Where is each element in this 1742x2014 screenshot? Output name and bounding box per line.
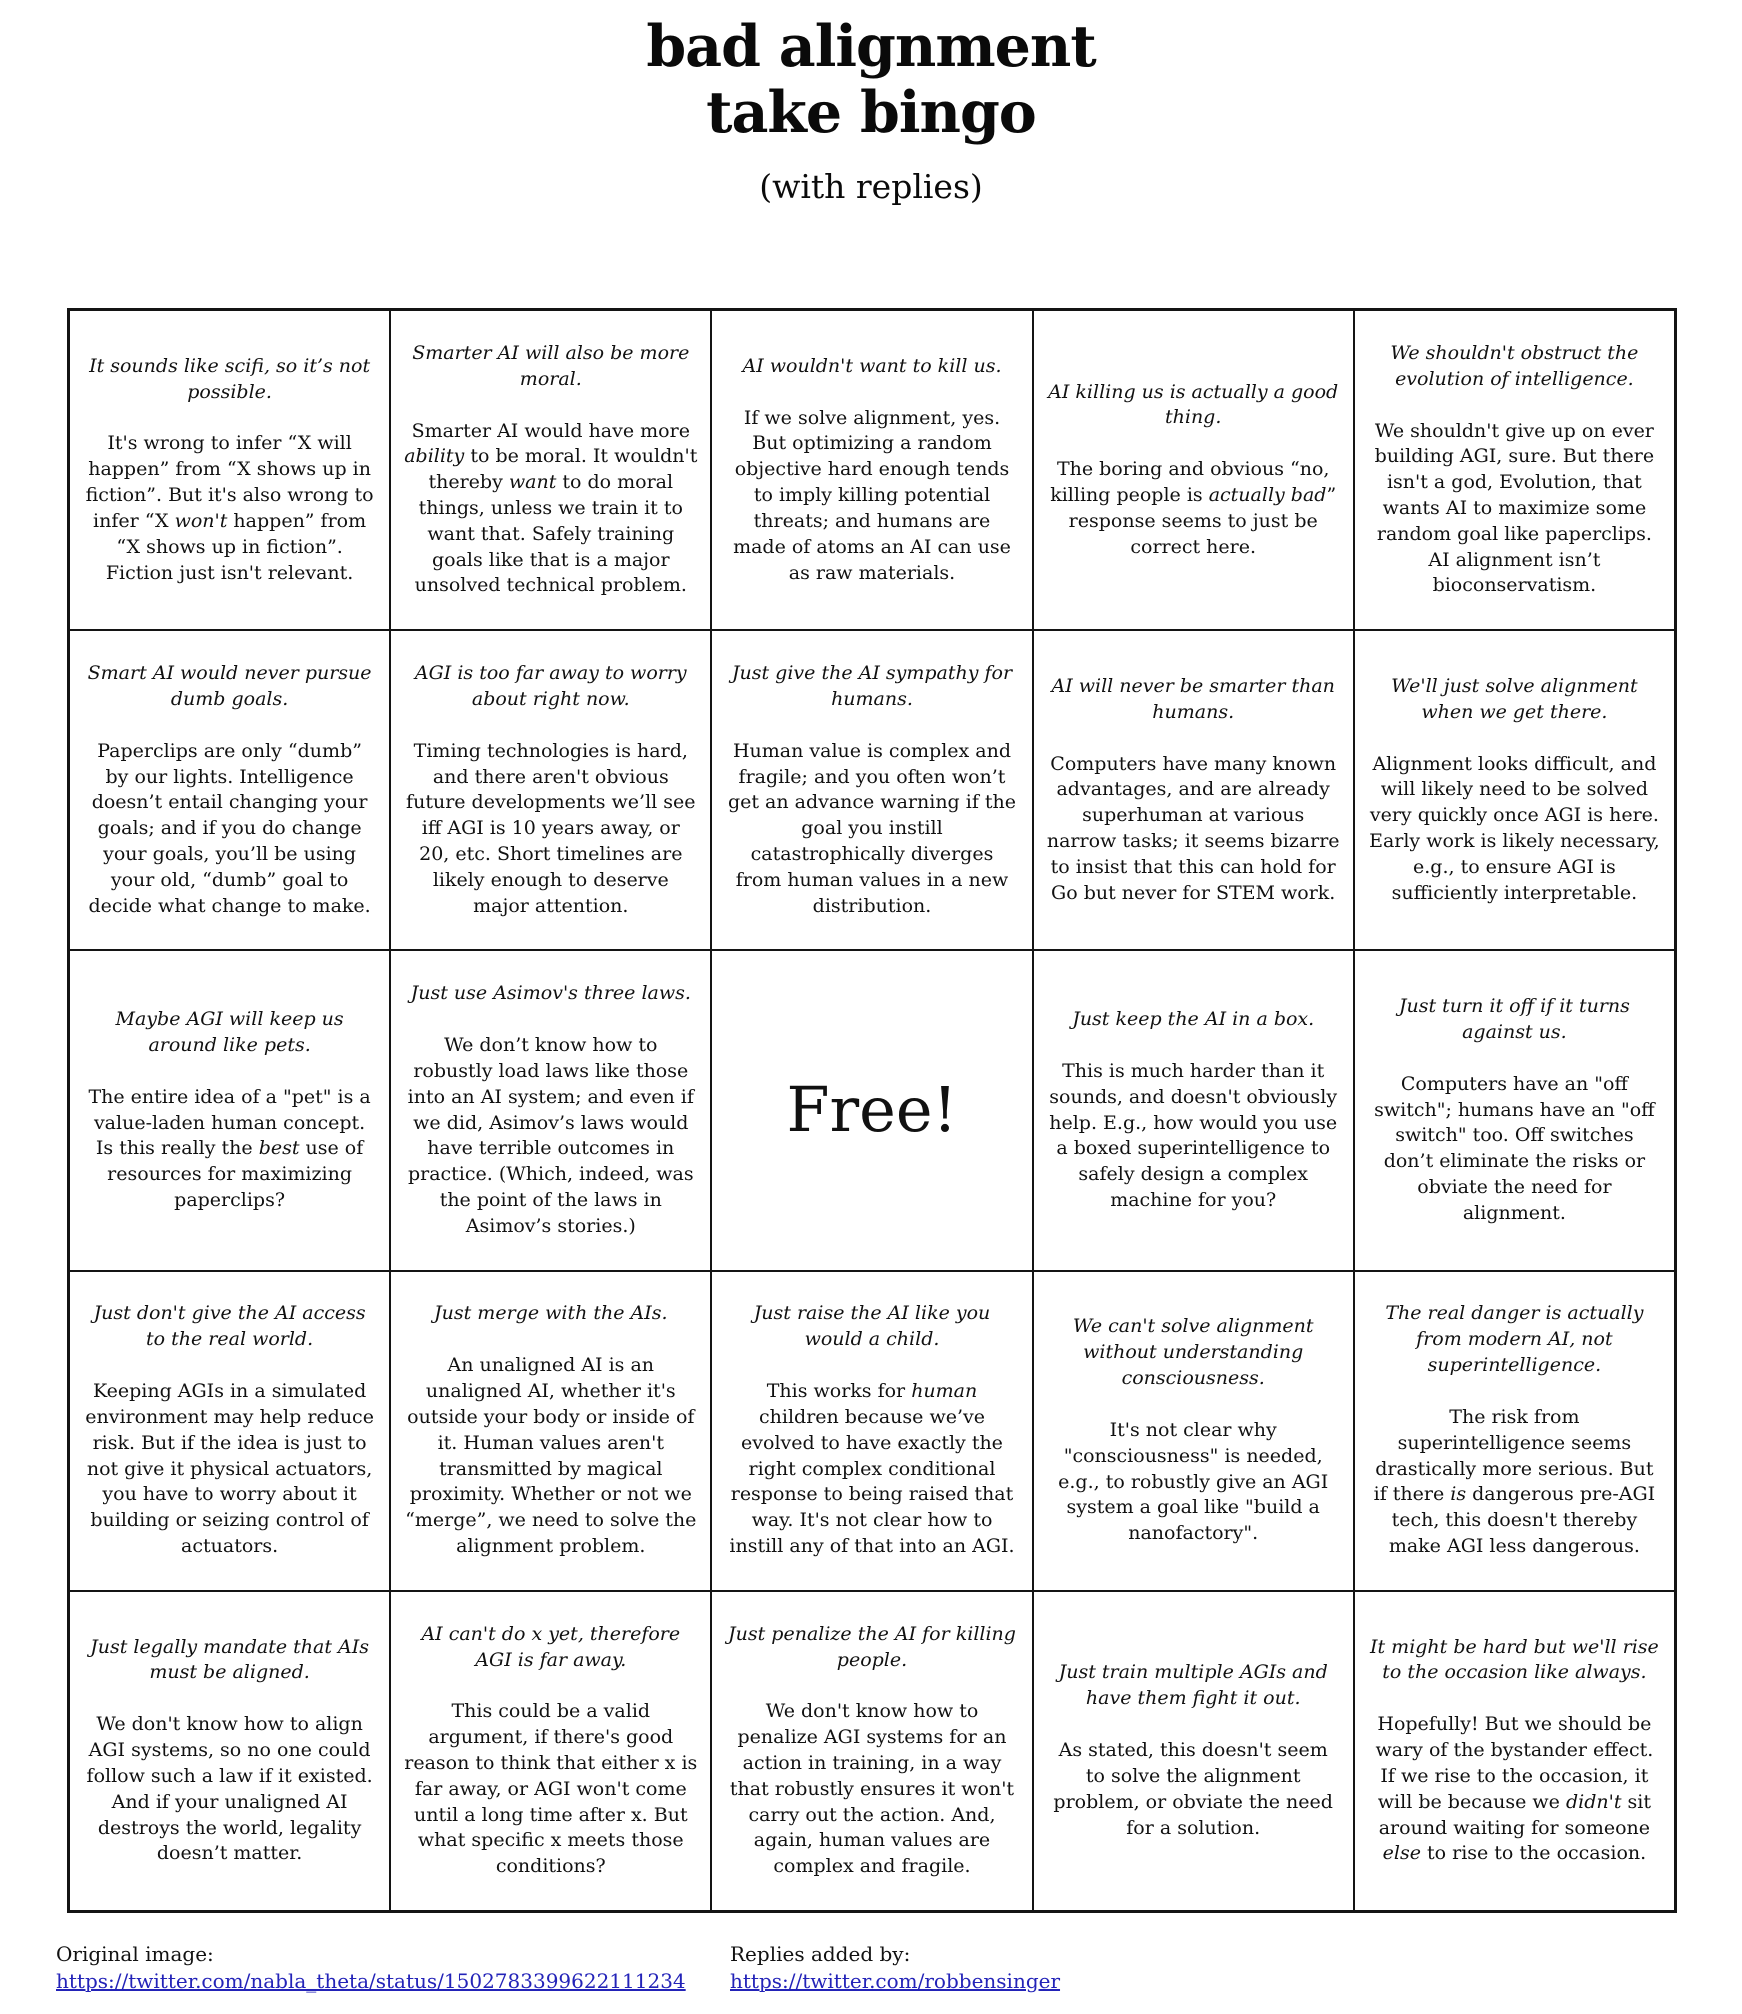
take-text: Just turn it off if it turns against us. — [1398, 995, 1630, 1043]
reply-text: If we solve alignment, yes. But optimizing a random objective hard enough tends to imply killing potential threats; and humans are made of atoms an AI can use as raw materials. — [733, 406, 1011, 584]
take-text: Just give the AI sympathy for humans. — [731, 662, 1013, 710]
take-text: We'll just solve alignment when we get there. — [1391, 674, 1638, 723]
reply-text: An unaligned AI is an unaligned AI, whether it's outside your body or inside of it. Human values aren't transmitted by magical proximity. Whether or not we “merge”, we need to solve the alignment problem. — [405, 1354, 697, 1558]
bingo-cell-r1c2 — [390, 310, 711, 630]
page-header — [0, 0, 1742, 206]
reply-text: Timing technologies is hard, and there aren't obvious future developments we’ll see iff AGI is 10 years away, or 20, etc. Short timelines are likely enough to deserve major attention. — [406, 739, 696, 917]
bingo-cell-r4c2 — [390, 1271, 711, 1591]
bingo-cell-r4c3 — [711, 1271, 1032, 1591]
original-image-label: Original image: — [56, 1942, 214, 1966]
reply-text: As stated, this doesn't seem to solve the alignment problem, or obviate the need for a solution. — [1053, 1739, 1333, 1839]
reply-text: We shouldn't give up on ever building AGI, sure. But there isn't a god, Evolution, that wants AI to maximize some random goal like paperclips. AI alignment isn’t bioconservatism. — [1374, 419, 1655, 597]
reply-text: Computers have many known advantages, and are already superhuman at various narrow tasks; it seems bizarre to insist that this can hold for Go but never for STEM work. — [1046, 752, 1340, 904]
bingo-cell-r4c1 — [69, 1271, 390, 1591]
bingo-grid — [67, 308, 1677, 1913]
footer-replies-by — [730, 1941, 1060, 1995]
reply-text: Keeping AGIs in a simulated environment may help reduce risk. But if the idea is just to not give it physical actuators, you have to worry about it building or seizing control of actuators. — [85, 1380, 374, 1558]
take-text: AI wouldn't want to kill us. — [742, 354, 1002, 377]
take-text: Just use Asimov's three laws. — [410, 982, 691, 1005]
original-image-link[interactable]: https://twitter.com/nabla_theta/status/1502783399622111234 — [56, 1969, 686, 1993]
take-text: AGI is too far away to worry about right now. — [414, 662, 687, 710]
take-text: It sounds like scifi, so it’s not possible. — [89, 354, 371, 403]
reply-text: The entire idea of a "pet" is a value-laden human concept. Is this really the best use of resources for maximizing paperclips? — [88, 1085, 371, 1212]
bingo-cell-r1c4 — [1033, 310, 1354, 630]
reply-text: We don't know how to align AGI systems, so no one could follow such a law if it existed. And if your unaligned AI destroys the world, legality doesn’t matter. — [86, 1713, 373, 1865]
take-text: Smarter AI will also be more moral. — [412, 341, 690, 390]
bingo-cell-r2c2 — [390, 630, 711, 950]
bingo-cell-r5c5 — [1354, 1591, 1675, 1911]
footer-original-image — [56, 1941, 686, 1995]
reply-text: Hopefully! But we should be wary of the bystander effect. If we rise to the occasion, it will be because we didn't sit around waiting for someone else to rise to the occasion. — [1375, 1713, 1654, 1865]
take-text: AI will never be smarter than humans. — [1051, 674, 1335, 723]
bingo-cell-r5c2 — [390, 1591, 711, 1911]
bingo-cell-r3c2 — [390, 950, 711, 1270]
reply-text: Human value is complex and fragile; and you often won’t get an advance warning if the goal you instill catastrophically diverges from human values in a new distribution. — [727, 739, 1017, 917]
take-text: We can't solve alignment without understanding consciousness. — [1072, 1315, 1314, 1390]
reply-text: We don’t know how to robustly load laws like those into an AI system; and even if we did, Asimov’s laws would have terrible outcomes in practice. (Which, indeed, was the point of the laws in Asimov’s stories.) — [407, 1034, 694, 1237]
bingo-cell-r3c4 — [1033, 950, 1354, 1270]
bingo-cell-r2c5 — [1354, 630, 1675, 950]
bingo-cell-r2c4 — [1033, 630, 1354, 950]
page-subtitle: (with replies) — [759, 167, 983, 207]
take-text: It might be hard but we'll rise to the occasion like always. — [1370, 1635, 1659, 1684]
take-text: Just don't give the AI access to the real world. — [93, 1302, 366, 1351]
bingo-cell-r1c5 — [1354, 310, 1675, 630]
take-text: The real danger is actually from modern AI, not superintelligence. — [1385, 1302, 1644, 1377]
take-text: Just merge with the AIs. — [434, 1302, 668, 1325]
replies-by-link[interactable]: https://twitter.com/robbensinger — [730, 1969, 1061, 1993]
page-title-line1: bad alignment — [646, 13, 1096, 80]
reply-text: It's not clear why "consciousness" is needed, e.g., to robustly give an AGI system a goal like "build a nanofactory". — [1058, 1418, 1329, 1545]
take-text: Maybe AGI will keep us around like pets. — [115, 1008, 344, 1056]
bingo-cell-r2c3 — [711, 630, 1032, 950]
take-text: Just train multiple AGIs and have them fight it out. — [1058, 1661, 1328, 1710]
take-text: AI killing us is actually a good thing. — [1048, 380, 1339, 429]
bingo-cell-r4c4 — [1033, 1271, 1354, 1591]
reply-text: This could be a valid argument, if there's good reason to think that either x is far away, or AGI won't come until a long time after x. But what specific x meets those conditions? — [404, 1700, 698, 1878]
reply-text: It's wrong to infer “X will happen” from “X shows up in fiction”. But it's also wrong to infer “X won't happen” from “X shows up in fiction”. Fiction just isn't relevant. — [85, 432, 374, 584]
replies-by-label: Replies added by: — [730, 1942, 911, 1966]
bingo-cell-r1c1 — [69, 310, 390, 630]
take-text: Smart AI would never pursue dumb goals. — [87, 662, 372, 710]
bingo-cell-r5c3 — [711, 1591, 1032, 1911]
reply-text: Alignment looks difficult, and will likely need to be solved very quickly once AGI is here. Early work is likely necessary, e.g., to ensure AGI is sufficiently interpretable. — [1369, 752, 1660, 904]
bingo-cell-r1c3 — [711, 310, 1032, 630]
reply-text: Computers have an "off switch"; humans have an "off switch" too. Off switches don’t eliminate the risks or obviate the need for alignment. — [1374, 1072, 1655, 1224]
bingo-cell-r2c1 — [69, 630, 390, 950]
reply-text: The boring and obvious “no, killing people is actually bad” response seems to just be correct here. — [1050, 458, 1337, 558]
reply-text: The risk from superintelligence seems drastically more serious. But if there is dangerous pre-AGI tech, this doesn't thereby make AGI less dangerous. — [1373, 1405, 1656, 1558]
reply-text: This is much harder than it sounds, and doesn't obviously help. E.g., how would you use a boxed superintelligence to safely design a complex machine for you? — [1049, 1059, 1338, 1212]
page-title-line2: take bingo — [706, 78, 1036, 146]
free-space-label: Free! — [786, 1073, 958, 1147]
take-text: Just penalize the AI for killing people. — [728, 1622, 1016, 1671]
bingo-cell-r3c5 — [1354, 950, 1675, 1270]
bingo-cell-r5c1 — [69, 1591, 390, 1911]
take-text: Just keep the AI in a box. — [1072, 1008, 1315, 1031]
take-text: Just raise the AI like you would a child. — [753, 1302, 991, 1351]
reply-text: Paperclips are only “dumb” by our lights. Intelligence doesn’t entail changing your goals; and if you do change your goals, you’ll be using your old, “dumb” goal to decide what change to make. — [88, 739, 371, 917]
page-title — [0, 14, 1742, 145]
bingo-cell-r4c5 — [1354, 1271, 1675, 1591]
reply-text: This works for human children because we’ve evolved to have exactly the right complex conditional response to being raised that way. It's not clear how to instill any of that into an AGI. — [729, 1380, 1015, 1558]
bingo-cell-r3c1 — [69, 950, 390, 1270]
take-text: Just legally mandate that AIs must be aligned. — [90, 1635, 370, 1684]
bingo-cell-r5c4 — [1033, 1591, 1354, 1911]
reply-text: We don't know how to penalize AGI systems for an action in training, in a way that robustly ensures it won't carry out the action. And, again, human values are complex and fragile. — [729, 1700, 1015, 1878]
bingo-cell-free — [711, 950, 1032, 1270]
take-text: AI can't do x yet, therefore AGI is far away. — [421, 1622, 681, 1671]
reply-text: Smarter AI would have more ability to be moral. It wouldn't thereby want to do moral things, unless we train it to want that. Safely training goals like that is a major unsolved technical problem. — [404, 419, 698, 597]
take-text: We shouldn't obstruct the evolution of intelligence. — [1390, 341, 1639, 390]
